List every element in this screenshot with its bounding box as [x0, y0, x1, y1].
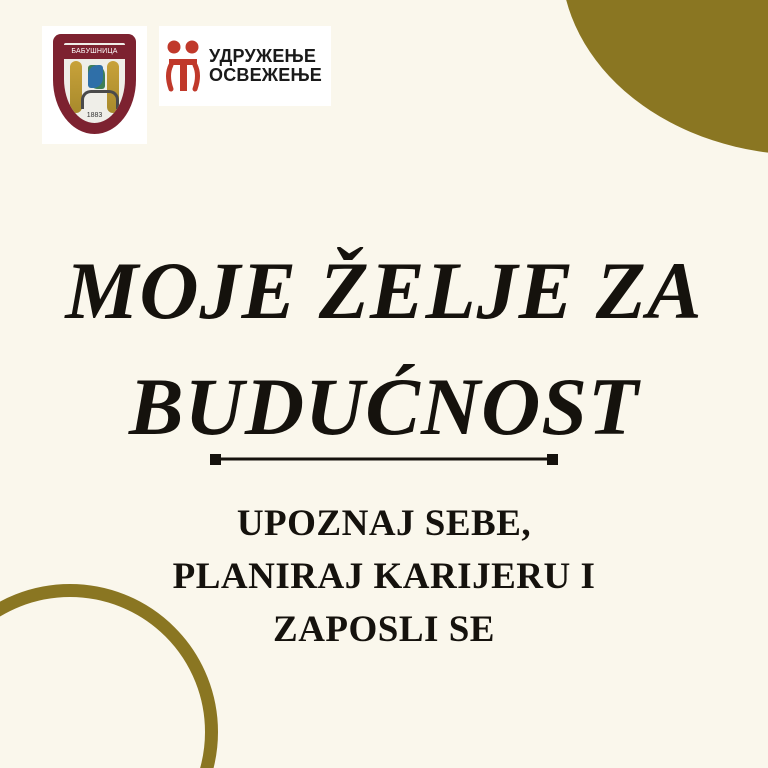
logo-group [42, 26, 331, 144]
association-mark-icon [163, 39, 203, 93]
poster-title-line2: BUDUĆNOST [128, 361, 640, 453]
title-divider [210, 452, 558, 466]
association-logo [159, 26, 331, 106]
poster-subtitle-line2: PLANIRAJ KARIJERU I [172, 555, 596, 597]
poster-subtitle-line3: ZAPOSLI SE [273, 608, 495, 650]
association-name-line1: УДРУЖЕЊЕ [209, 45, 317, 66]
poster-subtitle-line1: UPOZNAJ SEBE, [236, 503, 532, 544]
divider-bar [210, 458, 558, 461]
association-name [209, 47, 322, 86]
divider-square-left [210, 454, 221, 465]
poster-title [0, 233, 768, 466]
crest-bridge-icon [81, 90, 119, 109]
poster-title-line1: MOJE ŽELJE ZA [65, 244, 703, 336]
decorative-quarter-circle-top-right [561, 0, 768, 155]
crest-inner-field [62, 41, 127, 125]
association-name-line2: ОСВЕЖЕЊЕ [209, 65, 323, 85]
crest-name-band: БАБУШНИЦА [64, 45, 125, 59]
crest-year-label: 1883 [86, 112, 103, 119]
poster-subtitle [0, 498, 768, 657]
municipality-crest-logo [42, 26, 147, 144]
divider-square-right [547, 454, 558, 465]
